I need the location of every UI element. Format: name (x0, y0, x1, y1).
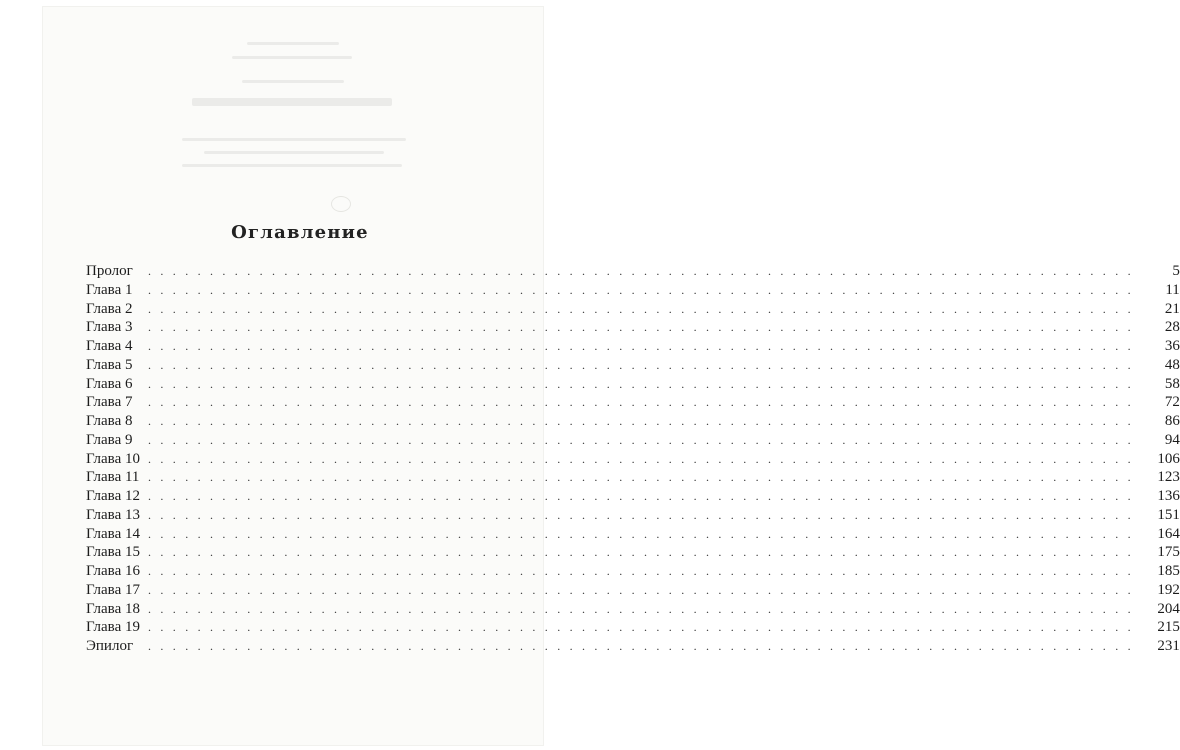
dot-leader: . . . . . . . . . . . . . . . . . . . . . . . . . . . . . . . . . . . . . . . . . . . . . . . . . . . . . . . . . . . . . . . . . . . . . . . . . . . . . . . . (148, 264, 1134, 278)
toc-entry-label: Пролог (86, 263, 133, 279)
toc-entry-page-number: 136 (1157, 488, 1180, 504)
toc-entry (86, 637, 1180, 656)
toc-entry (86, 412, 1180, 431)
toc-entry-page-number: 215 (1157, 619, 1180, 636)
toc-entry-label: Эпилог (86, 638, 134, 654)
toc-entry-page-number: 185 (1157, 563, 1180, 579)
toc-entry-label: Глава 10 (86, 450, 140, 467)
toc-entry (86, 468, 1180, 487)
toc-entry (86, 543, 1180, 562)
dot-leader: . . . . . . . . . . . . . . . . . . . . . . . . . . . . . . . . . . . . . . . . . . . . . . . . . . . . . . . . . . . . . . . . . . . . . . . . . . . . . . . . (148, 451, 1134, 466)
toc-entry-page-number: 21 (1164, 300, 1180, 317)
toc-entry-page-number: 36 (1164, 338, 1180, 354)
toc-entry-label: Глава 12 (86, 488, 140, 504)
toc-entry-page-number: 94 (1164, 431, 1180, 448)
dot-leader: . . . . . . . . . . . . . . . . . . . . . . . . . . . . . . . . . . . . . . . . . . . . . . . . . . . . . . . . . . . . . . . . . . . . . . . . . . . . . . . . (148, 564, 1134, 578)
toc-entry (86, 525, 1180, 544)
toc-entry (86, 487, 1180, 506)
toc-entry-page-number: 231 (1157, 638, 1180, 654)
toc-entry-label: Глава 15 (86, 544, 140, 561)
toc-entry-label: Глава 6 (86, 375, 133, 392)
toc-entry (86, 581, 1180, 600)
show-through-text (192, 98, 392, 106)
toc-entry-page-number: 58 (1164, 375, 1180, 392)
dot-leader: . . . . . . . . . . . . . . . . . . . . . . . . . . . . . . . . . . . . . . . . . . . . . . . . . . . . . . . . . . . . . . . . . . . . . . . . . . . . . . . . (148, 470, 1134, 485)
dot-leader: . . . . . . . . . . . . . . . . . . . . . . . . . . . . . . . . . . . . . . . . . . . . . . . . . . . . . . . . . . . . . . . . . . . . . . . . . . . . . . . . (148, 282, 1134, 297)
dot-leader: . . . . . . . . . . . . . . . . . . . . . . . . . . . . . . . . . . . . . . . . . . . . . . . . . . . . . . . . . . . . . . . . . . . . . . . . . . . . . . . . (148, 320, 1134, 335)
toc-entry-page-number: 86 (1164, 413, 1180, 429)
toc-entry-label: Глава 19 (86, 619, 140, 636)
toc-entry-page-number: 5 (1172, 263, 1180, 279)
toc-entry (86, 356, 1180, 375)
dot-leader: . . . . . . . . . . . . . . . . . . . . . . . . . . . . . . . . . . . . . . . . . . . . . . . . . . . . . . . . . . . . . . . . . . . . . . . . . . . . . . . . (148, 620, 1134, 635)
toc-entry (86, 337, 1180, 356)
show-through-emblem (331, 196, 351, 212)
toc-list (86, 262, 1180, 656)
toc-entry-page-number: 72 (1164, 394, 1180, 411)
toc-title: Оглавление (231, 222, 369, 243)
toc-entry (86, 300, 1180, 319)
show-through-text (242, 80, 344, 83)
toc-entry-page-number: 48 (1164, 356, 1180, 373)
toc-entry (86, 262, 1180, 281)
toc-entry-label: Глава 3 (86, 319, 133, 336)
toc-entry (86, 600, 1180, 619)
toc-entry-label: Глава 8 (86, 413, 133, 429)
toc-entry (86, 393, 1180, 412)
toc-entry-label: Глава 9 (86, 431, 133, 448)
show-through-text (182, 164, 402, 167)
toc-entry-label: Глава 11 (86, 469, 140, 486)
toc-entry-page-number: 123 (1157, 469, 1180, 486)
toc-entry (86, 562, 1180, 581)
toc-entry (86, 506, 1180, 525)
show-through-text (232, 56, 352, 59)
dot-leader: . . . . . . . . . . . . . . . . . . . . . . . . . . . . . . . . . . . . . . . . . . . . . . . . . . . . . . . . . . . . . . . . . . . . . . . . . . . . . . . . (148, 545, 1134, 560)
toc-entry (86, 618, 1180, 637)
toc-entry (86, 431, 1180, 450)
toc-entry-page-number: 28 (1164, 319, 1180, 336)
toc-entry (86, 375, 1180, 394)
dot-leader: . . . . . . . . . . . . . . . . . . . . . . . . . . . . . . . . . . . . . . . . . . . . . . . . . . . . . . . . . . . . . . . . . . . . . . . . . . . . . . . . (148, 601, 1134, 616)
dot-leader: . . . . . . . . . . . . . . . . . . . . . . . . . . . . . . . . . . . . . . . . . . . . . . . . . . . . . . . . . . . . . . . . . . . . . . . . . . . . . . . . (148, 507, 1134, 522)
toc-entry (86, 318, 1180, 337)
dot-leader: . . . . . . . . . . . . . . . . . . . . . . . . . . . . . . . . . . . . . . . . . . . . . . . . . . . . . . . . . . . . . . . . . . . . . . . . . . . . . . . . (148, 582, 1134, 597)
dot-leader: . . . . . . . . . . . . . . . . . . . . . . . . . . . . . . . . . . . . . . . . . . . . . . . . . . . . . . . . . . . . . . . . . . . . . . . . . . . . . . . . (148, 526, 1134, 541)
dot-leader: . . . . . . . . . . . . . . . . . . . . . . . . . . . . . . . . . . . . . . . . . . . . . . . . . . . . . . . . . . . . . . . . . . . . . . . . . . . . . . . . (148, 376, 1134, 391)
dot-leader: . . . . . . . . . . . . . . . . . . . . . . . . . . . . . . . . . . . . . . . . . . . . . . . . . . . . . . . . . . . . . . . . . . . . . . . . . . . . . . . . (148, 414, 1134, 428)
toc-entry-label: Глава 17 (86, 581, 140, 598)
toc-entry-label: Глава 13 (86, 506, 140, 523)
toc-entry-page-number: 204 (1157, 600, 1180, 617)
dot-leader: . . . . . . . . . . . . . . . . . . . . . . . . . . . . . . . . . . . . . . . . . . . . . . . . . . . . . . . . . . . . . . . . . . . . . . . . . . . . . . . . (148, 357, 1134, 372)
toc-entry-label: Глава 14 (86, 525, 140, 542)
toc-entry-label: Глава 16 (86, 563, 140, 579)
toc-entry (86, 450, 1180, 469)
show-through-text (204, 151, 384, 154)
toc-entry-label: Глава 4 (86, 338, 133, 354)
toc-entry-page-number: 175 (1157, 544, 1180, 561)
dot-leader: . . . . . . . . . . . . . . . . . . . . . . . . . . . . . . . . . . . . . . . . . . . . . . . . . . . . . . . . . . . . . . . . . . . . . . . . . . . . . . . . (148, 639, 1134, 653)
toc-entry-label: Глава 18 (86, 600, 140, 617)
toc-entry-page-number: 192 (1157, 581, 1180, 598)
dot-leader: . . . . . . . . . . . . . . . . . . . . . . . . . . . . . . . . . . . . . . . . . . . . . . . . . . . . . . . . . . . . . . . . . . . . . . . . . . . . . . . . (148, 489, 1134, 503)
toc-entry (86, 281, 1180, 300)
toc-entry-page-number: 164 (1157, 525, 1180, 542)
dot-leader: . . . . . . . . . . . . . . . . . . . . . . . . . . . . . . . . . . . . . . . . . . . . . . . . . . . . . . . . . . . . . . . . . . . . . . . . . . . . . . . . (148, 395, 1134, 410)
toc-entry-label: Глава 5 (86, 356, 133, 373)
dot-leader: . . . . . . . . . . . . . . . . . . . . . . . . . . . . . . . . . . . . . . . . . . . . . . . . . . . . . . . . . . . . . . . . . . . . . . . . . . . . . . . . (148, 432, 1134, 447)
toc-entry-label: Глава 7 (86, 394, 133, 411)
toc-entry-page-number: 151 (1157, 506, 1180, 523)
toc-entry-page-number: 11 (1165, 281, 1180, 298)
dot-leader: . . . . . . . . . . . . . . . . . . . . . . . . . . . . . . . . . . . . . . . . . . . . . . . . . . . . . . . . . . . . . . . . . . . . . . . . . . . . . . . . (148, 301, 1134, 316)
toc-entry-page-number: 106 (1157, 450, 1180, 467)
show-through-text (182, 138, 406, 141)
toc-entry-label: Глава 2 (86, 300, 133, 317)
toc-entry-label: Глава 1 (86, 281, 133, 298)
dot-leader: . . . . . . . . . . . . . . . . . . . . . . . . . . . . . . . . . . . . . . . . . . . . . . . . . . . . . . . . . . . . . . . . . . . . . . . . . . . . . . . . (148, 339, 1134, 353)
show-through-text (247, 42, 339, 45)
